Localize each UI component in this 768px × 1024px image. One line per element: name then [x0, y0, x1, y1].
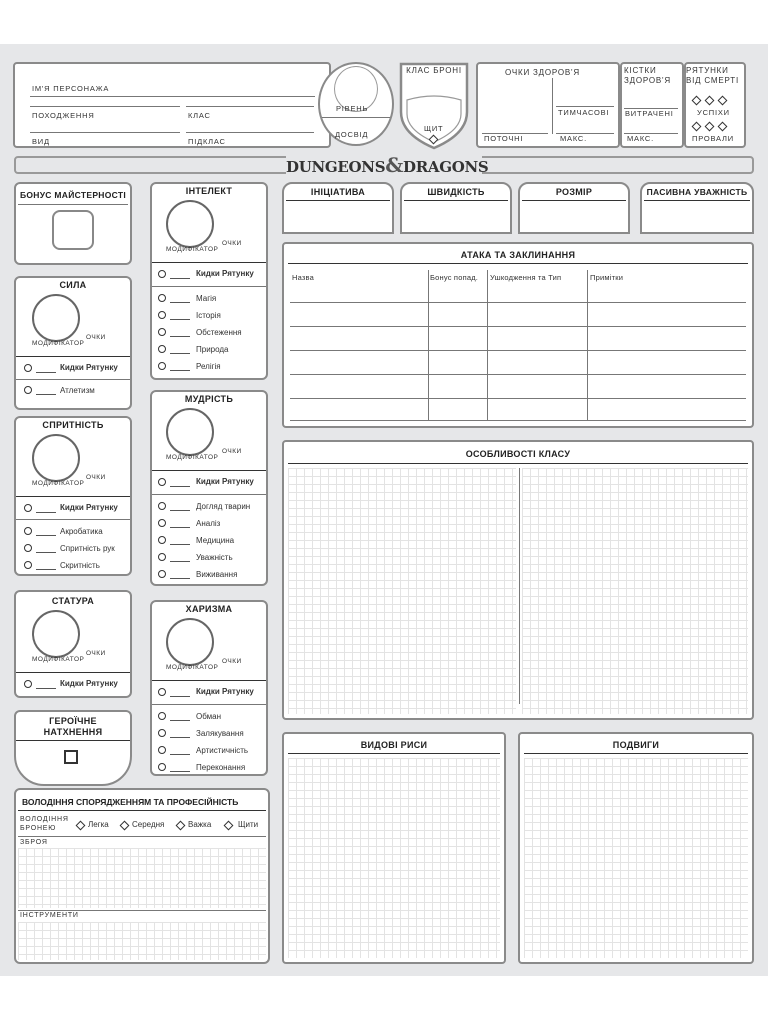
background-label: ПОХОДЖЕННЯ: [32, 111, 95, 120]
skill-survival-proficiency[interactable]: [158, 570, 166, 578]
skill-medicine-proficiency[interactable]: [158, 536, 166, 544]
skill-investigation-proficiency[interactable]: [158, 328, 166, 336]
dex-save-proficiency[interactable]: [24, 504, 32, 512]
int-score-label: ОЧКИ: [222, 240, 242, 247]
skill-acrobatics-proficiency[interactable]: [24, 527, 32, 535]
proficiency-value-field[interactable]: [52, 210, 94, 250]
int-modifier-label: МОДИФІКАТОР: [166, 246, 219, 253]
attacks-title: АТАКА ТА ЗАКЛИНАННЯ: [460, 250, 576, 260]
hd-max-label: МАКС.: [627, 134, 655, 143]
equipment-title-line: [18, 810, 266, 811]
weapons-label: ЗБРОЯ: [20, 839, 48, 846]
speed-label: ШВИДКІСТЬ: [427, 187, 485, 197]
con-save-label: Кидки Рятунку: [60, 679, 118, 688]
species-label: ВИД: [32, 137, 50, 146]
class-features-field-right[interactable]: [522, 468, 748, 714]
level-label: РІВЕНЬ: [336, 104, 369, 113]
hp-max-label: МАКС.: [560, 134, 588, 143]
tools-label: ІНСТРУМЕНТИ: [20, 912, 79, 919]
skill-animal-handling: Догляд тварин: [196, 502, 251, 511]
heroic-divider: [16, 740, 130, 741]
skill-survival: Виживання: [196, 570, 238, 579]
skill-insight-proficiency[interactable]: [158, 519, 166, 527]
feats-title-line: [524, 753, 748, 754]
hd-spent-label: ВИТРАЧЕНІ: [625, 109, 674, 118]
ability-con-name: СТАТУРА: [51, 596, 95, 606]
dex-save-label: Кидки Рятунку: [60, 503, 118, 512]
con-score-label: ОЧКИ: [86, 650, 106, 657]
skill-religion-field[interactable]: [170, 370, 190, 371]
wis-score-label: ОЧКИ: [222, 448, 242, 455]
hp-temp-line: [556, 106, 614, 107]
xp-label: ДОСВІД: [335, 130, 369, 139]
ability-cha-name: ХАРИЗМА: [185, 604, 233, 614]
skill-persuasion-proficiency[interactable]: [158, 763, 166, 771]
class-features-sep: [519, 468, 520, 704]
subclass-field[interactable]: [186, 132, 314, 133]
skill-acrobatics: Акробатика: [60, 527, 103, 536]
str-divider: [16, 356, 130, 357]
dex-save-field[interactable]: [36, 512, 56, 513]
ability-str-name: СИЛА: [59, 280, 87, 290]
cha-modifier-field[interactable]: [166, 618, 214, 666]
attacks-row-2[interactable]: [290, 326, 746, 327]
cha-divider-2: [152, 704, 266, 705]
class-label: КЛАС: [188, 111, 211, 120]
character-info-panel: [13, 62, 331, 148]
str-score-label: ОЧКИ: [86, 334, 106, 341]
size-line: [522, 200, 626, 201]
attacks-row-6[interactable]: [290, 420, 746, 421]
feats-title: ПОДВИГИ: [612, 740, 660, 750]
shield-label: ЩИТ: [424, 124, 444, 133]
wis-divider-2: [152, 494, 266, 495]
skill-deception-field[interactable]: [170, 720, 190, 721]
con-modifier-field[interactable]: [32, 610, 80, 658]
skill-acrobatics-field[interactable]: [36, 535, 56, 536]
str-modifier-label: МОДИФІКАТОР: [32, 340, 85, 347]
dex-modifier-label: МОДИФІКАТОР: [32, 480, 85, 487]
skill-medicine: Медицина: [196, 536, 235, 545]
skill-persuasion-field[interactable]: [170, 771, 190, 772]
skill-intimidation-field[interactable]: [170, 737, 190, 738]
heroic-inspiration-label-1: ГЕРОЇЧНЕ: [49, 716, 97, 726]
cha-save-proficiency[interactable]: [158, 688, 166, 696]
successes-label: УСПІХИ: [697, 108, 730, 117]
hit-points-label: ОЧКИ ЗДОРОВ'Я: [505, 68, 580, 77]
attacks-row-1[interactable]: [290, 302, 746, 303]
skill-investigation-field[interactable]: [170, 336, 190, 337]
armor-heavy: Важка: [188, 820, 212, 829]
int-save-proficiency[interactable]: [158, 270, 166, 278]
passive-perception-line: [644, 200, 750, 201]
wis-save-proficiency[interactable]: [158, 478, 166, 486]
skill-animal-handling-proficiency[interactable]: [158, 502, 166, 510]
skill-performance-proficiency[interactable]: [158, 746, 166, 754]
class-features-field-left[interactable]: [288, 468, 516, 714]
character-name-field[interactable]: [30, 96, 315, 97]
skill-intimidation: Залякування: [196, 729, 244, 738]
character-name-label: ІМ'Я ПЕРСОНАЖА: [32, 84, 110, 93]
skill-insight-field[interactable]: [170, 527, 190, 528]
skill-medicine-field[interactable]: [170, 544, 190, 545]
con-save-proficiency[interactable]: [24, 680, 32, 688]
attacks-col-notes: Примітки: [590, 273, 624, 282]
weapons-field[interactable]: [18, 848, 266, 908]
con-divider: [16, 672, 130, 673]
ability-wis-name: МУДРІСТЬ: [184, 394, 234, 404]
hp-current-label: ПОТОЧНІ: [484, 134, 524, 143]
skill-intimidation-proficiency[interactable]: [158, 729, 166, 737]
wis-save-field[interactable]: [170, 486, 190, 487]
class-features-title: ОСОБЛИВОСТІ КЛАСУ: [465, 449, 571, 459]
failures-label: ПРОВАЛИ: [692, 134, 734, 143]
logo: [286, 152, 489, 178]
character-sheet: [0, 44, 768, 976]
heroic-inspiration-checkbox[interactable]: [64, 750, 78, 764]
skill-stealth: Скритність: [60, 561, 100, 570]
proficiency-line: [18, 204, 128, 205]
death-saves-label: РЯТУНКИ ВІД СМЕРТІ: [686, 66, 739, 85]
skill-performance: Артистичність: [196, 746, 249, 755]
skill-sleight-field[interactable]: [36, 552, 56, 553]
species-field[interactable]: [30, 132, 180, 133]
int-modifier-field[interactable]: [166, 200, 214, 248]
cha-divider: [152, 680, 266, 681]
skill-arcana-proficiency[interactable]: [158, 294, 166, 302]
wis-divider: [152, 470, 266, 471]
armor-class-label: КЛАС БРОНІ: [406, 66, 462, 75]
skill-perception-proficiency[interactable]: [158, 553, 166, 561]
initiative-label: ІНІЦІАТИВА: [310, 187, 366, 197]
skill-athletics-field[interactable]: [36, 394, 56, 395]
attacks-col-name: Назва: [292, 273, 315, 282]
skill-deception: Обман: [196, 712, 221, 721]
dex-divider-2: [16, 519, 130, 520]
skill-survival-field[interactable]: [170, 578, 190, 579]
attacks-row-5[interactable]: [290, 398, 746, 399]
species-traits-title-line: [288, 753, 500, 754]
feats-field[interactable]: [524, 758, 748, 958]
armor-shields: Щити: [238, 820, 259, 829]
int-divider-2: [152, 286, 266, 287]
species-traits-field[interactable]: [288, 758, 500, 958]
armor-training-label-2: БРОНЕЮ: [20, 825, 57, 832]
logo-text-left: DUNGEONS: [286, 158, 386, 176]
subclass-label: ПІДКЛАС: [188, 137, 226, 146]
skill-perception-field[interactable]: [170, 561, 190, 562]
skill-arcana: Магія: [196, 294, 217, 303]
logo-text-right: DRAGONS: [403, 158, 489, 176]
class-field[interactable]: [186, 106, 314, 107]
heroic-inspiration-label-2: НАТХНЕННЯ: [43, 727, 103, 737]
skill-performance-field[interactable]: [170, 754, 190, 755]
skill-nature-proficiency[interactable]: [158, 345, 166, 353]
wis-modifier-field[interactable]: [166, 408, 214, 456]
skill-history-field[interactable]: [170, 319, 190, 320]
attacks-row-3[interactable]: [290, 350, 746, 351]
skill-athletics-proficiency[interactable]: [24, 386, 32, 394]
dex-score-label: ОЧКИ: [86, 474, 106, 481]
skill-stealth-field[interactable]: [36, 569, 56, 570]
armor-light: Легка: [88, 820, 109, 829]
int-divider: [152, 262, 266, 263]
cha-save-label: Кидки Рятунку: [196, 687, 254, 696]
skill-athletics: Атлетизм: [60, 386, 95, 395]
armor-training-label-1: ВОЛОДІННЯ: [20, 816, 69, 823]
skill-perception: Уважність: [196, 553, 233, 562]
species-traits-title: ВИДОВІ РИСИ: [360, 740, 428, 750]
attacks-title-line: [288, 263, 748, 264]
cha-save-field[interactable]: [170, 696, 190, 697]
int-save-field[interactable]: [170, 278, 190, 279]
cha-score-label: ОЧКИ: [222, 658, 242, 665]
background-field[interactable]: [30, 106, 180, 107]
initiative-line: [286, 200, 390, 201]
hp-divider: [552, 78, 553, 134]
attacks-panel: [282, 242, 754, 428]
hit-dice-label: КІСТКИ ЗДОРОВ'Я: [624, 66, 671, 85]
con-save-field[interactable]: [36, 688, 56, 689]
weapons-line: [18, 910, 266, 911]
str-save-field[interactable]: [36, 372, 56, 373]
skill-investigation: Обстеження: [196, 328, 242, 337]
proficiency-bonus-label: БОНУС МАЙСТЕРНОСТІ: [19, 190, 127, 200]
skill-sleight-of-hand: Спритність рук: [60, 544, 115, 553]
skill-deception-proficiency[interactable]: [158, 712, 166, 720]
ability-dex-name: СПРИТНІСТЬ: [42, 420, 104, 430]
dex-modifier-field[interactable]: [32, 434, 80, 482]
str-divider-2: [16, 379, 130, 380]
size-label: РОЗМІР: [555, 187, 593, 197]
attacks-col-damage: Ушкодження та Тип: [490, 273, 562, 282]
dex-divider: [16, 496, 130, 497]
speed-line: [404, 200, 508, 201]
skill-history: Історія: [196, 311, 221, 320]
skill-sleight-proficiency[interactable]: [24, 544, 32, 552]
skill-animal-handling-field[interactable]: [170, 510, 190, 511]
skill-religion: Релігія: [196, 362, 221, 371]
wis-save-label: Кидки Рятунку: [196, 477, 254, 486]
class-features-title-line: [288, 463, 748, 464]
skill-persuasion: Переконання: [196, 763, 246, 772]
armor-line: [18, 836, 266, 837]
armor-medium: Середня: [132, 820, 165, 829]
level-divider: [322, 117, 390, 118]
skill-nature-field[interactable]: [170, 353, 190, 354]
passive-perception-label: ПАСИВНА УВАЖНІСТЬ: [646, 187, 748, 197]
str-modifier-field[interactable]: [32, 294, 80, 342]
hp-temp-label: ТИМЧАСОВІ: [558, 108, 610, 117]
attacks-col-bonus: Бонус попад.: [430, 273, 479, 282]
wis-modifier-label: МОДИФІКАТОР: [166, 454, 219, 461]
skill-arcana-field[interactable]: [170, 302, 190, 303]
int-save-label: Кидки Рятунку: [196, 269, 254, 278]
attacks-row-4[interactable]: [290, 374, 746, 375]
cha-modifier-label: МОДИФІКАТОР: [166, 664, 219, 671]
str-save-proficiency[interactable]: [24, 364, 32, 372]
ability-int-name: ІНТЕЛЕКТ: [185, 186, 233, 196]
skill-history-proficiency[interactable]: [158, 311, 166, 319]
str-save-label: Кидки Рятунку: [60, 363, 118, 372]
equipment-training-title: ВОЛОДІННЯ СПОРЯДЖЕННЯМ ТА ПРОФЕСІЙНІСТЬ: [22, 797, 239, 807]
skill-insight: Аналіз: [196, 519, 221, 528]
con-modifier-label: МОДИФІКАТОР: [32, 656, 85, 663]
skill-stealth-proficiency[interactable]: [24, 561, 32, 569]
logo-ampersand: &: [385, 153, 404, 177]
skill-religion-proficiency[interactable]: [158, 362, 166, 370]
skill-nature: Природа: [196, 345, 229, 354]
tools-field[interactable]: [18, 922, 266, 960]
